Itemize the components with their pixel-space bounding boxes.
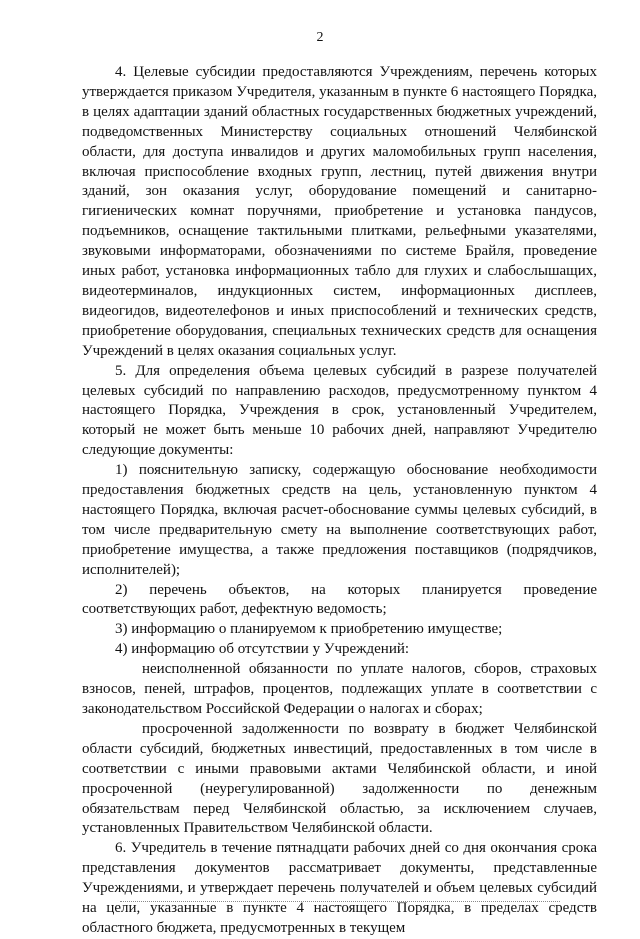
document-body [82, 63, 597, 939]
list-item-1: 1) пояснительную записку, содержащую обоснование необходимости предоставления бюджетных средств на цель, установленную пунктом 4 настоящего Порядка, включая расчет-обоснование суммы целевых субсидий, в том числе предварительную смету на выполнение соответствующих работ, приобретение имущества, а также предложения поставщиков (подрядчиков, исполнителей); [82, 462, 597, 578]
list-item-3: 3) информацию о планируемом к приобретению имуществе; [115, 621, 503, 638]
paragraph-item-4: 4. Целевые субсидии предоставляются Учреждениям, перечень которых утверждается приказом Учредителя, указанным в пункте 6 настоящего Порядка, в целях адаптации зданий областных государственных бюджетных учреждений, подведомственных Министерству социальных отношений Челябинской области, для доступа инвалидов и других маломобильных групп населения, включая приспособление входных групп, лестниц, путей движения внутри зданий, зон оказания услуг, оборудование помещений и санитарно-гигиенических комнат поручнями, приобретение и установка пандусов, подъемников, оснащение тактильными плитками, рельефными указателями, звуковыми информаторами, обозначениями по системе Брайля, проведение иных работ, установка информационных табло для глухих и слабослышащих, видеотерминалов, индукционных систем, информационных дисплеев, видеогидов, видеотелефонов и иных приспособлений и технических средств, приобретение оборудования, специальных технических средств для оснащения Учреждений в целях оказания социальных услуг. [82, 64, 597, 359]
list-item-2: 2) перечень объектов, на которых планируется проведение соответствующих работ, дефектную ведомость; [82, 581, 597, 618]
paragraph-item-5: 5. Для определения объема целевых субсидий в разрезе получателей целевых субсидий по направлению расходов, предусмотренному пунктом 4 настоящего Порядка, Учреждения в срок, установленный Учредителем, который не может быть меньше 10 рабочих дней, направляют Учредителю следующие документы: [82, 362, 597, 459]
sub-item-tax-obligations: неисполненной обязанности по уплате налогов, сборов, страховых взносов, пеней, штрафов, процентов, подлежащих уплате в соответствии с законодательством Российской Федерации о налогах и сборах; [82, 661, 597, 717]
bottom-divider [120, 901, 560, 902]
page-number: 2 [316, 30, 324, 45]
list-item-4: 4) информацию об отсутствии у Учреждений: [115, 641, 410, 658]
paragraph-item-6: 6. Учредитель в течение пятнадцати рабочих дней со дня окончания срока представления документов рассматривает документы, представленные Учреждениями, и утверждает перечень получателей и объем целевых субсидий на цели, указанные в пункте 4 настоящего Порядка, в пределах средств областного бюджета, предусмотренных в текущем [82, 840, 597, 936]
sub-item-overdue-debt: просроченной задолженности по возврату в бюджет Челябинской области субсидий, бюджетных инвестиций, предоставленных в том числе в соответствии с иными правовыми актами Челябинской области, и иной просроченной (неурегулированной) задолженности по денежным обязательствам перед Челябинской областью, за исключением случаев, установленных Правительством Челябинской области. [82, 720, 597, 837]
